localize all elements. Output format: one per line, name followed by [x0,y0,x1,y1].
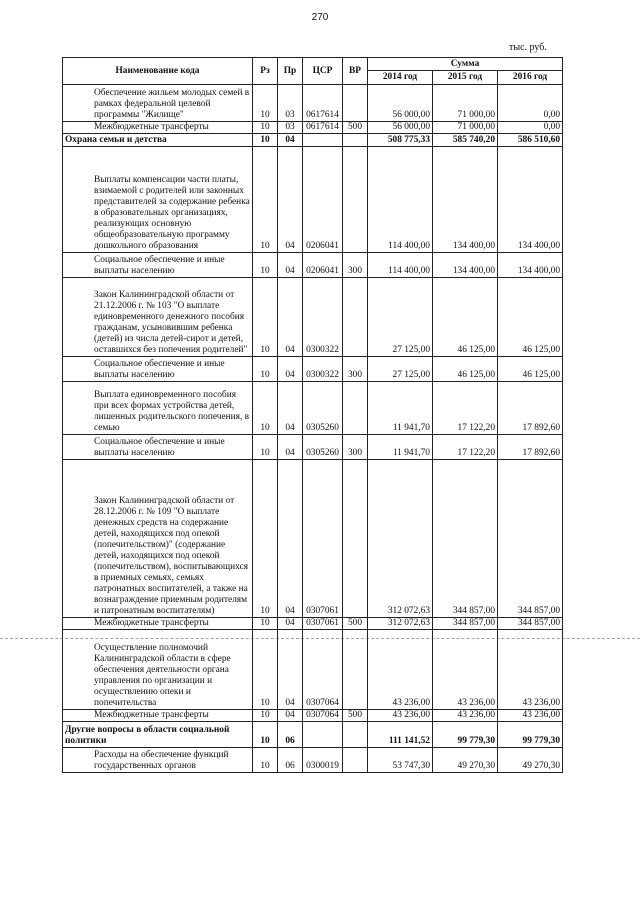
row-2016: 0,00 [498,122,563,134]
row-2014: 114 400,00 [368,147,433,253]
row-name: Межбюджетные трансферты [63,618,253,630]
row-2015: 43 236,00 [433,630,498,710]
row-2014: 312 072,63 [368,460,433,618]
row-rz: 10 [253,382,278,435]
row-csr: 0305260 [303,435,343,460]
row-vr: 500 [343,618,368,630]
row-csr: 0617614 [303,122,343,134]
row-name: Обеспечение жильем молодых семей в рамках федеральной целевой программы "Жилище" [63,85,253,122]
row-vr [343,630,368,710]
row-name: Закон Калининградской области от 28.12.2006 г. № 109 "О выплате денежных средств на содержание детей, находящихся под опекой (попечительством)" (содержание детей, находящихся под опекой (попечительством), воспитывающихся в приемных семьях, семьях патронатных воспитателей, а также на вознаграждение приемным родителям и патронатным воспитателям) [63,460,253,618]
row-csr: 0307061 [303,460,343,618]
row-2014: 27 125,00 [368,357,433,382]
row-csr: 0300322 [303,357,343,382]
table-row [63,382,563,435]
table-row [63,278,563,357]
row-rz: 10 [253,722,278,748]
row-rz: 10 [253,748,278,773]
row-rz: 10 [253,357,278,382]
row-vr [343,278,368,357]
table-row [63,134,563,147]
row-2015: 46 125,00 [433,357,498,382]
header-name: Наименование кода [63,58,253,85]
header-csr: ЦСР [303,58,343,85]
row-2015: 46 125,00 [433,278,498,357]
row-2016: 586 510,60 [498,134,563,147]
table-row [63,122,563,134]
row-pr: 04 [278,618,303,630]
header-year-2015: 2015 год [433,71,498,85]
row-rz: 10 [253,85,278,122]
row-vr [343,134,368,147]
row-2016: 46 125,00 [498,278,563,357]
row-rz: 10 [253,710,278,722]
row-vr [343,85,368,122]
row-2015: 344 857,00 [433,460,498,618]
row-pr: 04 [278,460,303,618]
header-sum: Сумма [368,58,563,71]
row-pr: 04 [278,435,303,460]
row-vr [343,722,368,748]
row-2014: 56 000,00 [368,122,433,134]
row-rz: 10 [253,147,278,253]
row-pr: 04 [278,253,303,278]
row-2015: 134 400,00 [433,253,498,278]
row-csr: 0300019 [303,748,343,773]
row-pr: 06 [278,722,303,748]
row-2015: 71 000,00 [433,122,498,134]
row-vr: 300 [343,435,368,460]
row-rz: 10 [253,618,278,630]
row-vr [343,460,368,618]
row-name: Охрана семьи и детства [63,134,253,147]
row-name: Выплаты компенсации части платы, взимаемой с родителей или законных представителей за содержание ребенка в образовательных организациях, реализующих основную общеобразовательную программу дошкольного образования [63,147,253,253]
row-2015: 134 400,00 [433,147,498,253]
table-row [63,460,563,618]
row-name: Социальное обеспечение и иные выплаты населению [63,435,253,460]
table-row [63,722,563,748]
row-pr: 04 [278,278,303,357]
row-2016: 43 236,00 [498,710,563,722]
row-2014: 53 747,30 [368,748,433,773]
row-rz: 10 [253,134,278,147]
table-row [63,85,563,122]
row-2014: 114 400,00 [368,253,433,278]
row-2015: 17 122,20 [433,382,498,435]
row-rz: 10 [253,460,278,618]
row-name: Межбюджетные трансферты [63,710,253,722]
row-csr: 0206041 [303,147,343,253]
header-pr: Пр [278,58,303,85]
header-year-2014: 2014 год [368,71,433,85]
row-vr [343,748,368,773]
row-vr: 300 [343,357,368,382]
unit-label: тыс. руб. [509,42,547,53]
row-2016: 134 400,00 [498,253,563,278]
row-vr [343,147,368,253]
row-2014: 312 072,63 [368,618,433,630]
row-csr: 0300322 [303,278,343,357]
row-name: Закон Калининградской области от 21.12.2006 г. № 103 "О выплате единовременного денежного пособия гражданам, усыновившим ребенка (детей) из числа детей-сирот и детей, оставшихся без попечения родителей" [63,278,253,357]
row-csr: 0305260 [303,382,343,435]
header-rz: Рз [253,58,278,85]
row-2014: 27 125,00 [368,278,433,357]
row-name: Выплата единовременного пособия при всех формах устройства детей, лишенных родительского попечения, в семью [63,382,253,435]
row-2014: 56 000,00 [368,85,433,122]
row-2014: 11 941,70 [368,382,433,435]
header-vr: ВР [343,58,368,85]
row-2016: 46 125,00 [498,357,563,382]
row-csr: 0307064 [303,630,343,710]
row-2016: 43 236,00 [498,630,563,710]
row-pr: 03 [278,85,303,122]
row-rz: 10 [253,122,278,134]
header-year-2016: 2016 год [498,71,563,85]
row-rz: 10 [253,435,278,460]
row-pr: 04 [278,134,303,147]
row-2015: 43 236,00 [433,710,498,722]
row-pr: 04 [278,147,303,253]
row-2014: 11 941,70 [368,435,433,460]
row-2014: 43 236,00 [368,710,433,722]
scan-fold-line [0,638,640,639]
row-name: Социальное обеспечение и иные выплаты населению [63,357,253,382]
row-pr: 06 [278,748,303,773]
table-row [63,748,563,773]
table-row [63,253,563,278]
row-2015: 344 857,00 [433,618,498,630]
table-row [63,630,563,710]
row-vr: 300 [343,253,368,278]
row-pr: 04 [278,382,303,435]
row-name: Расходы на обеспечение функций государственных органов [63,748,253,773]
row-csr: 0617614 [303,85,343,122]
row-2015: 49 270,30 [433,748,498,773]
row-2016: 344 857,00 [498,618,563,630]
row-2016: 17 892,60 [498,382,563,435]
row-csr [303,134,343,147]
row-2016: 134 400,00 [498,147,563,253]
row-2014: 111 141,52 [368,722,433,748]
row-csr: 0307064 [303,710,343,722]
row-2016: 99 779,30 [498,722,563,748]
budget-table [62,57,563,773]
table-row [63,435,563,460]
table-row [63,357,563,382]
row-2016: 17 892,60 [498,435,563,460]
row-2015: 71 000,00 [433,85,498,122]
row-pr: 04 [278,630,303,710]
table-row [63,147,563,253]
row-rz: 10 [253,278,278,357]
row-csr: 0307061 [303,618,343,630]
row-2016: 0,00 [498,85,563,122]
row-name: Осуществление полномочий Калининградской области в сфере обеспечения деятельности органа управления по организации и осуществлению опеки и попечительства [63,630,253,710]
row-name: Социальное обеспечение и иные выплаты населению [63,253,253,278]
row-2014: 508 775,33 [368,134,433,147]
row-2015: 17 122,20 [433,435,498,460]
row-vr [343,382,368,435]
row-vr: 500 [343,710,368,722]
page-number: 270 [311,12,329,23]
row-name: Другие вопросы в области социальной политики [63,722,253,748]
row-csr: 0206041 [303,253,343,278]
row-csr [303,722,343,748]
row-2016: 49 270,30 [498,748,563,773]
row-name: Межбюджетные трансферты [63,122,253,134]
row-rz: 10 [253,253,278,278]
table-row [63,710,563,722]
row-2015: 99 779,30 [433,722,498,748]
row-pr: 04 [278,357,303,382]
row-vr: 500 [343,122,368,134]
row-2014: 43 236,00 [368,630,433,710]
row-2016: 344 857,00 [498,460,563,618]
row-pr: 03 [278,122,303,134]
row-rz: 10 [253,630,278,710]
row-pr: 04 [278,710,303,722]
row-2015: 585 740,20 [433,134,498,147]
table-row [63,618,563,630]
